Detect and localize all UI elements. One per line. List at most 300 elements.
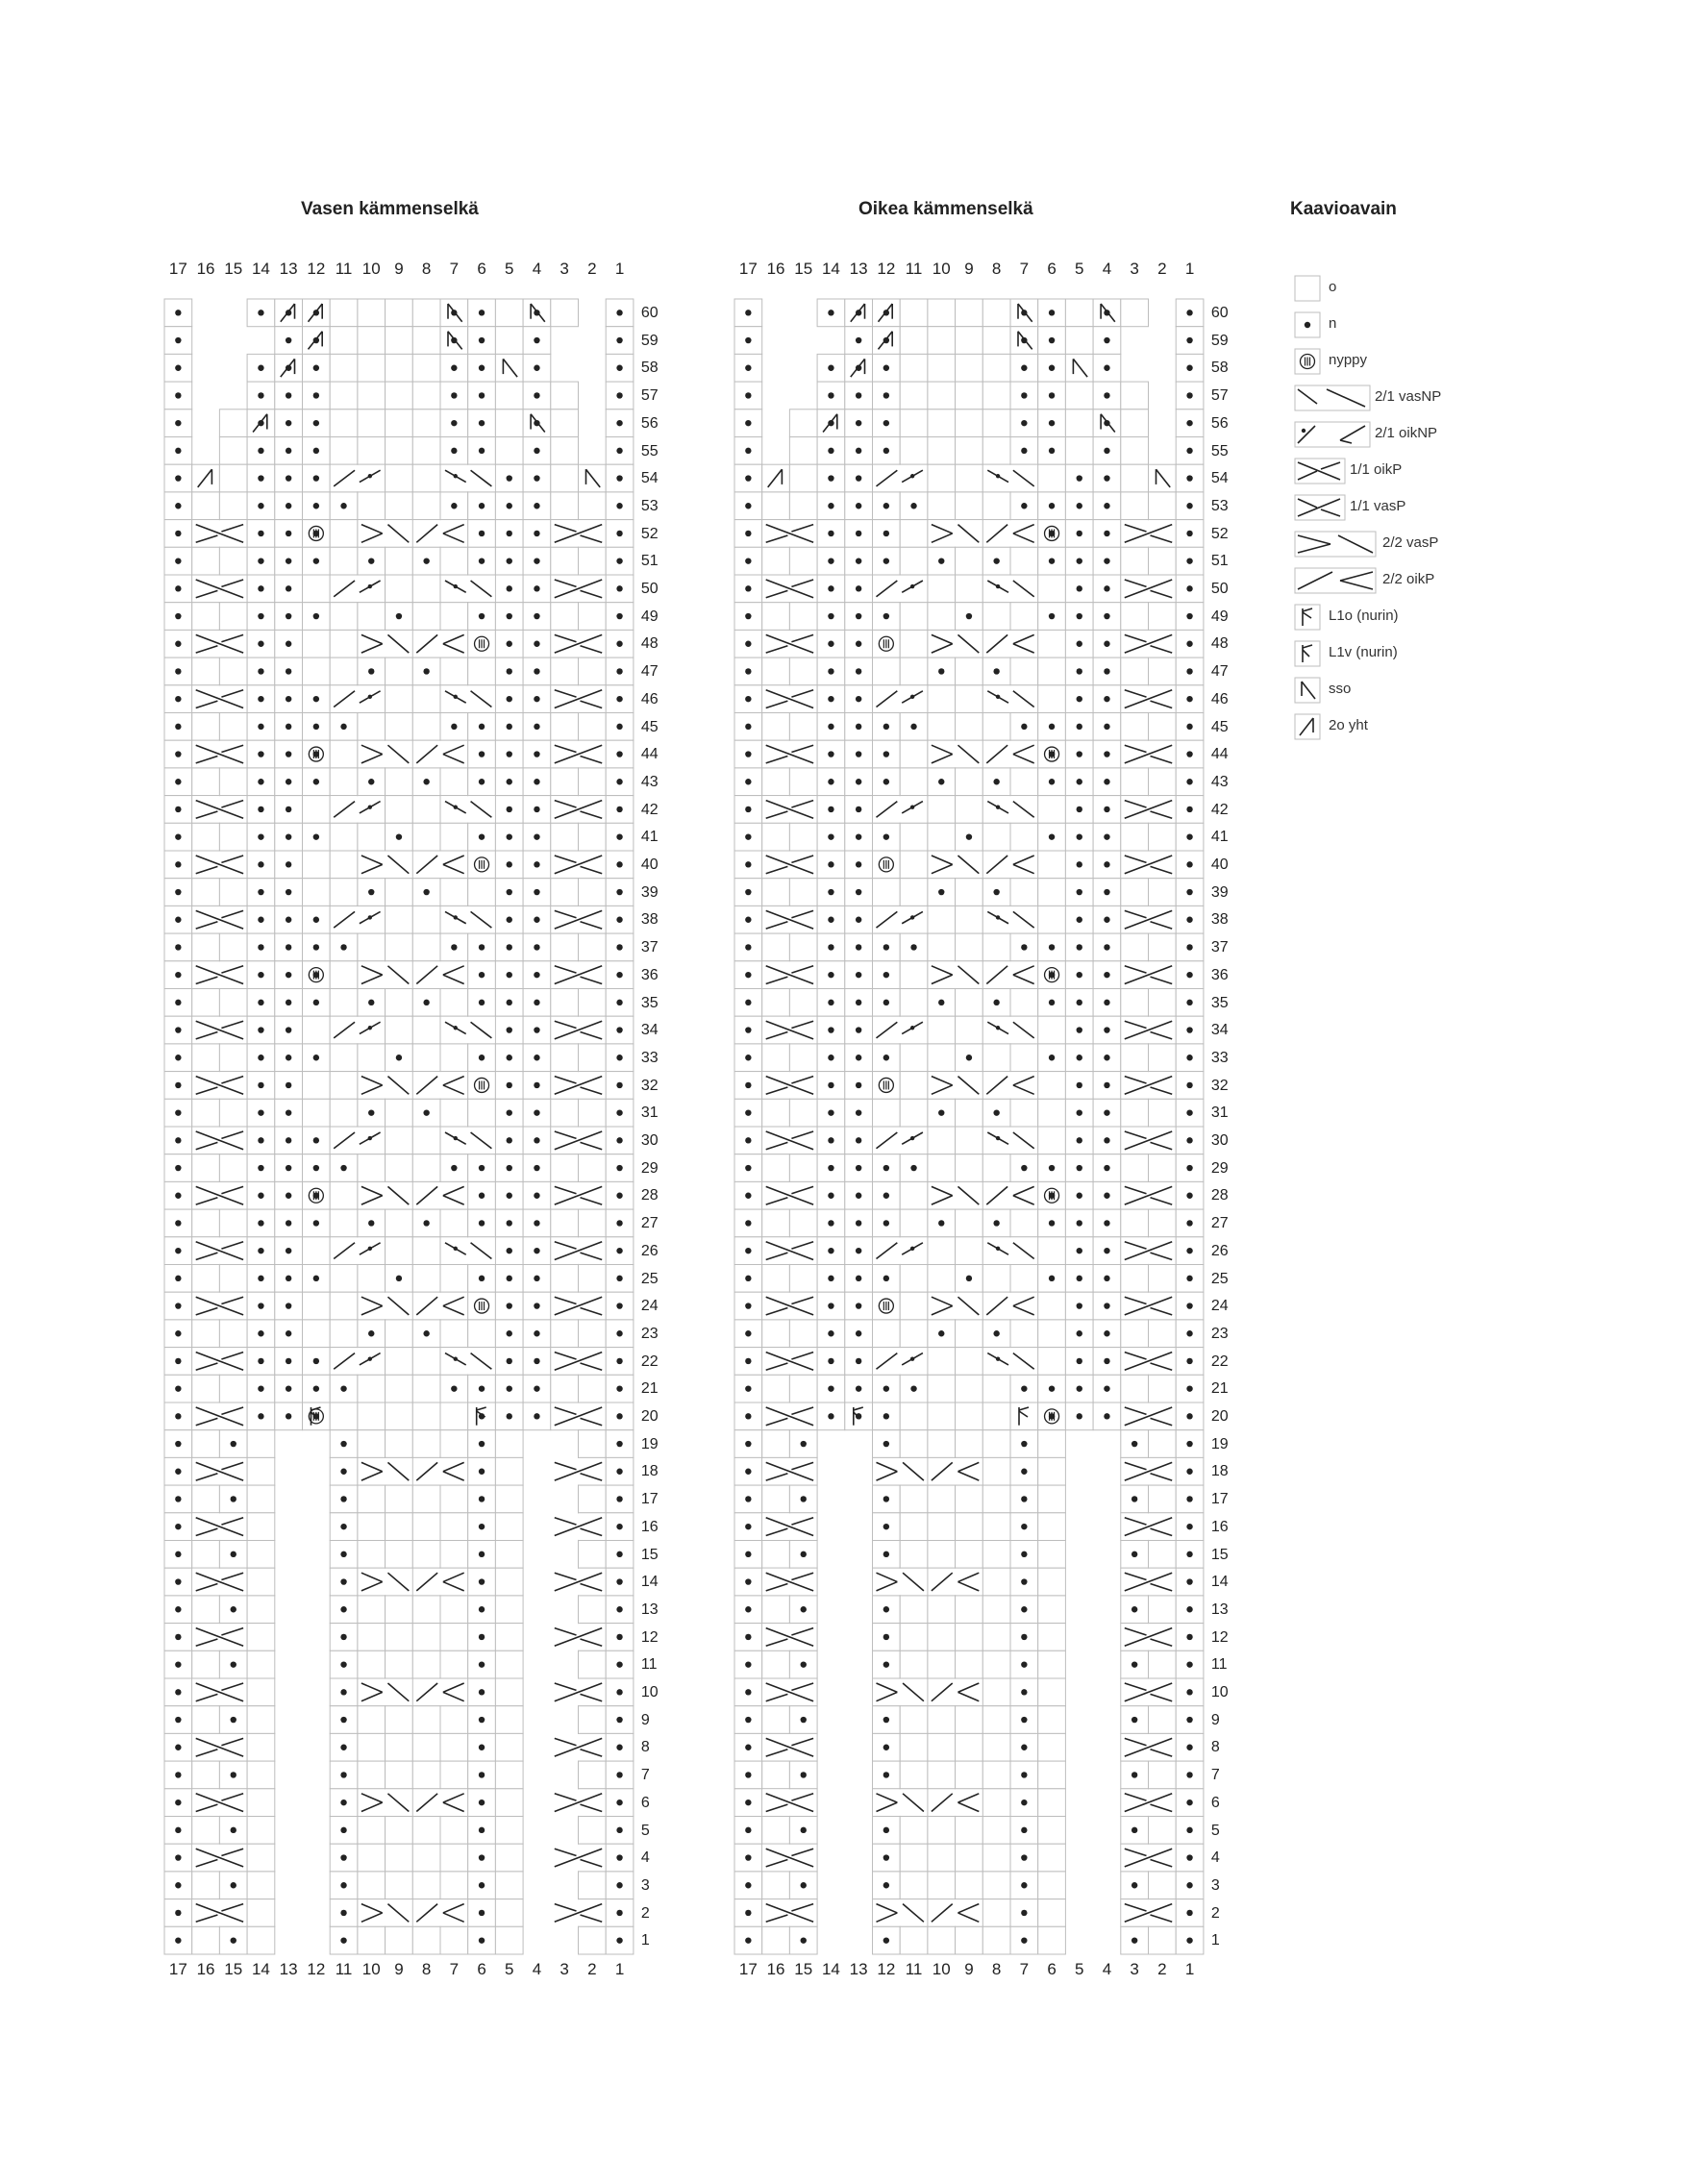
row-number: 26 [1210,1242,1229,1259]
stitch-cell [956,796,983,824]
stitch-cell [385,1650,413,1678]
stitch-cell [247,1568,275,1596]
stitch-cell [1038,464,1066,492]
stitch-cell [247,1596,275,1624]
stitch-cell [385,1016,413,1044]
stitch-cell [551,1099,579,1127]
stitch-cell [956,1872,983,1899]
stitch-cell [982,1154,1010,1182]
stitch-cell [247,1817,275,1845]
stitch-cell [330,520,358,548]
stitch-cell [956,658,983,685]
stitch-cell [1065,437,1093,465]
row-number: 15 [1210,1546,1229,1563]
stitch-cell [468,1099,496,1127]
stitch-cell [358,1817,385,1845]
stitch-cell [928,1872,956,1899]
stitch-cell [192,713,220,741]
chart-row [164,575,634,603]
stitch-cell [982,1596,1010,1624]
chart-row [734,464,1204,492]
stitch-cell [385,1844,413,1872]
stitch-cell [385,1348,413,1376]
column-number: 12 [307,1960,326,1978]
stitch-cell [192,658,220,685]
stitch-cell [495,1430,523,1458]
stitch-cell [247,1678,275,1706]
stitch-cell [956,437,983,465]
stitch-cell [1149,492,1177,520]
stitch-cell [762,1430,790,1458]
chart-row [734,1292,1204,1320]
stitch-cell [900,1072,928,1100]
stitch-cell [956,1485,983,1513]
row-number: 34 [1210,1022,1229,1039]
row-number: 35 [1210,994,1229,1011]
stitch-cell [956,492,983,520]
chart-row [164,1624,634,1651]
stitch-cell [900,1044,928,1072]
stitch-cell [440,1541,468,1569]
chart-row [164,520,634,548]
stitch-cell [900,989,928,1017]
chart-row [734,1844,1204,1872]
stitch-cell [762,1485,790,1513]
stitch-cell [982,1402,1010,1430]
column-number: 9 [394,260,404,278]
stitch-cell [412,1044,440,1072]
stitch-cell [928,1154,956,1182]
stitch-cell [928,906,956,933]
stitch-cell [551,933,579,961]
stitch-cell [982,1706,1010,1734]
stitch-cell [1121,823,1149,851]
stitch-cell [1149,1761,1177,1789]
column-number: 17 [168,1960,187,1978]
chart-row [164,1596,634,1624]
chart-row [164,1375,634,1402]
stitch-cell [1038,1678,1066,1706]
stitch-cell [440,1265,468,1293]
stitch-cell [495,1761,523,1789]
column-number: 7 [1019,260,1030,278]
stitch-cell [579,1099,607,1127]
stitch-cell [495,1789,523,1817]
row-number: 36 [1210,966,1229,983]
stitch-cell [579,823,607,851]
column-number: 10 [932,260,951,278]
stitch-cell [358,299,385,327]
stitch-cell [1038,851,1066,879]
stitch-cell [982,492,1010,520]
column-number: 7 [1019,1960,1030,1978]
stitch-cell [982,1650,1010,1678]
stitch-cell [440,1817,468,1845]
stitch-cell [551,410,579,437]
row-number: 43 [1210,773,1229,790]
stitch-cell [1149,1872,1177,1899]
row-number: 7 [640,1767,650,1784]
stitch-cell [412,327,440,355]
column-number: 16 [766,1960,785,1978]
row-number: 28 [640,1187,659,1204]
row-number: 38 [1210,911,1229,929]
stitch-cell [1149,933,1177,961]
legend-label: 1/1 oikP [1350,461,1403,478]
stitch-cell [330,437,358,465]
stitch-cell [1121,1375,1149,1402]
stitch-cell [956,989,983,1017]
chart-row [164,1457,634,1485]
stitch-cell [358,1596,385,1624]
stitch-cell [1149,1706,1177,1734]
row-number: 3 [1210,1876,1220,1894]
stitch-cell [789,658,817,685]
stitch-cell [1121,1154,1149,1182]
stitch-cell [385,1706,413,1734]
stitch-cell [982,1541,1010,1569]
chart-row [734,1457,1204,1485]
stitch-cell [1149,1320,1177,1348]
chart-row [164,1154,634,1182]
row-number: 2 [1210,1904,1220,1922]
stitch-cell [762,933,790,961]
stitch-cell [412,1154,440,1182]
stitch-cell [385,1154,413,1182]
row-number: 40 [640,856,659,873]
row-number: 38 [640,911,659,929]
row-number: 55 [640,442,659,459]
stitch-cell [1149,1926,1177,1954]
stitch-cell [192,879,220,906]
row-number: 23 [640,1325,659,1342]
stitch-cell [928,437,956,465]
stitch-cell [1038,1237,1066,1265]
column-number: 3 [560,260,569,278]
stitch-cell [762,658,790,685]
stitch-cell [762,1154,790,1182]
stitch-cell [358,327,385,355]
stitch-cell [789,879,817,906]
stitch-cell [982,1375,1010,1402]
stitch-cell [440,1209,468,1237]
stitch-cell [385,492,413,520]
chart-row [734,1044,1204,1072]
stitch-cell [385,327,413,355]
stitch-cell [1038,796,1066,824]
stitch-cell [900,1181,928,1209]
stitch-cell [928,410,956,437]
column-number: 8 [991,260,1002,278]
stitch-cell [900,1733,928,1761]
chart-row [164,1348,634,1376]
stitch-cell [762,547,790,575]
stitch-cell [956,1320,983,1348]
stitch-cell [579,1375,607,1402]
stitch-cell [789,437,817,465]
stitch-cell [192,1320,220,1348]
row-number: 59 [1210,332,1229,349]
stitch-cell [1010,1099,1038,1127]
stitch-cell [551,1209,579,1237]
dot-icon [1294,311,1380,340]
column-number: 11 [905,260,923,278]
stitch-cell [192,1706,220,1734]
stitch-cell [982,1789,1010,1817]
chart-row [734,879,1204,906]
stitch-cell [412,354,440,382]
chart-row [164,1209,634,1237]
column-number: 14 [251,260,270,278]
stitch-cell [385,713,413,741]
stitch-cell [928,492,956,520]
stitch-cell [900,1844,928,1872]
stitch-cell [412,1541,440,1569]
stitch-cell [385,575,413,603]
stitch-cell [762,1872,790,1899]
row-number: 49 [1210,608,1229,625]
row-number: 29 [1210,1159,1229,1177]
stitch-cell [247,1457,275,1485]
stitch-cell [1121,933,1149,961]
chart-row [164,1044,634,1072]
row-number: 10 [1210,1684,1229,1700]
stitch-cell [1065,327,1093,355]
row-number: 32 [640,1077,659,1094]
stitch-cell [1121,879,1149,906]
stitch-cell [495,437,523,465]
stitch-cell [900,382,928,410]
stitch-cell [412,1237,440,1265]
legend-label: n [1329,315,1337,332]
stitch-cell [412,437,440,465]
stitch-cell [330,630,358,658]
stitch-cell [1121,299,1149,327]
chart-row [734,1154,1204,1182]
stitch-cell [900,547,928,575]
stitch-cell [956,1402,983,1430]
stitch-cell [579,989,607,1017]
stitch-cell [956,410,983,437]
stitch-cell [579,1706,607,1734]
stitch-cell [1038,575,1066,603]
stitch-cell [358,603,385,631]
chart-row [734,327,1204,355]
stitch-cell [303,1072,331,1100]
stitch-cell [412,1513,440,1541]
stitch-cell [219,933,247,961]
stitch-cell [928,1044,956,1072]
stitch-cell [495,1899,523,1927]
chart-row [164,713,634,741]
stitch-cell [495,1624,523,1651]
stitch-cell [579,1541,607,1569]
chart-row [164,1127,634,1154]
stitch-cell [579,1926,607,1954]
stitch-cell [762,1044,790,1072]
row-number: 42 [640,801,659,818]
row-number: 9 [1210,1711,1220,1728]
stitch-cell [956,1348,983,1376]
stitch-cell [1038,685,1066,713]
stitch-cell [1038,1706,1066,1734]
column-number: 17 [168,260,187,278]
stitch-cell [579,1872,607,1899]
stitch-cell [385,1237,413,1265]
chart-row [164,437,634,465]
stitch-cell [330,1265,358,1293]
stitch-cell [385,685,413,713]
stitch-cell [1121,768,1149,796]
chart-row [164,1513,634,1541]
stitch-cell [495,1844,523,1872]
stitch-cell [551,437,579,465]
column-number: 17 [738,1960,758,1978]
stitch-cell [579,713,607,741]
column-number: 17 [738,260,758,278]
stitch-cell [928,1265,956,1293]
column-number: 7 [449,260,460,278]
stitch-cell [247,1733,275,1761]
stitch-cell [1010,1320,1038,1348]
chart-row [734,740,1204,768]
stitch-cell [303,1292,331,1320]
stitch-cell [468,879,496,906]
stitch-cell [928,1430,956,1458]
stitch-cell [579,1044,607,1072]
stitch-cell [1038,1872,1066,1899]
row-number: 58 [640,360,659,377]
chart-row [164,879,634,906]
stitch-cell [219,1209,247,1237]
stitch-cell [330,382,358,410]
column-number: 4 [532,1960,542,1978]
stitch-cell [551,989,579,1017]
stitch-cell [579,1817,607,1845]
stitch-cell [385,1733,413,1761]
stitch-cell [495,1706,523,1734]
chart-row [734,1761,1204,1789]
stitch-cell [1010,658,1038,685]
stitch-cell [789,823,817,851]
stitch-cell [303,1320,331,1348]
stitch-cell [900,961,928,989]
row-number: 50 [1210,581,1229,597]
stitch-cell [303,879,331,906]
stitch-cell [330,740,358,768]
chart-row [734,1541,1204,1569]
chart-row [164,1817,634,1845]
column-number: 2 [1157,1960,1167,1978]
stitch-cell [956,933,983,961]
stitch-cell [982,1761,1010,1789]
stitch-cell [192,492,220,520]
stitch-cell [192,989,220,1017]
row-number: 5 [1210,1822,1220,1839]
stitch-cell [551,382,579,410]
chart-row [164,1789,634,1817]
stitch-cell [551,658,579,685]
stitch-cell [303,1099,331,1127]
row-number: 14 [1210,1574,1229,1591]
row-number: 18 [640,1463,659,1480]
stitch-cell [412,492,440,520]
stitch-cell [1121,492,1149,520]
chart-row [734,382,1204,410]
stitch-cell [412,1624,440,1651]
stitch-cell [1038,1624,1066,1651]
chart-row [164,1237,634,1265]
row-number: 26 [640,1242,659,1259]
stitch-cell [219,410,247,437]
stitch-cell [385,768,413,796]
stitch-cell [900,1430,928,1458]
chart-row [164,658,634,685]
stitch-cell [762,1706,790,1734]
chart-row [164,989,634,1017]
stitch-cell [956,1596,983,1624]
stitch-cell [1038,1568,1066,1596]
stitch-cell [956,713,983,741]
row-number: 48 [640,635,659,653]
stitch-cell [762,1541,790,1569]
stitch-cell [440,1596,468,1624]
stitch-cell [330,823,358,851]
row-number: 49 [640,608,659,625]
row-number: 59 [640,332,659,349]
stitch-cell [1010,1402,1038,1430]
stitch-cell [928,1237,956,1265]
chart-row [164,1292,634,1320]
stitch-cell [1149,1541,1177,1569]
row-number: 52 [1210,525,1229,542]
column-number: 14 [821,260,840,278]
stitch-cell [1038,1541,1066,1569]
chart-row [734,520,1204,548]
legend-label: 2/1 oikNP [1375,425,1438,441]
stitch-cell [412,1650,440,1678]
column-number: 15 [794,260,813,278]
stitch-cell [192,1375,220,1402]
stitch-cell [385,1513,413,1541]
chart-row [734,1072,1204,1100]
stitch-cell [789,464,817,492]
stitch-cell [440,879,468,906]
stitch-cell [247,1541,275,1569]
stitch-cell [956,1237,983,1265]
row-number: 1 [640,1932,650,1949]
stitch-cell [385,1596,413,1624]
row-number: 47 [1210,663,1229,681]
row-number: 19 [1210,1435,1229,1452]
stitch-cell [551,768,579,796]
stitch-cell [551,464,579,492]
stitch-cell [928,1844,956,1872]
stitch-cell [551,1375,579,1402]
stitch-cell [956,382,983,410]
stitch-cell [551,823,579,851]
stitch-cell [900,1624,928,1651]
stitch-cell [982,437,1010,465]
stitch-cell [192,1044,220,1072]
chart-row [734,1513,1204,1541]
stitch-cell [900,410,928,437]
stitch-cell [440,1044,468,1072]
row-number: 51 [640,553,659,570]
row-number: 7 [1210,1767,1220,1784]
column-number: 5 [1075,260,1084,278]
stitch-cell [928,685,956,713]
